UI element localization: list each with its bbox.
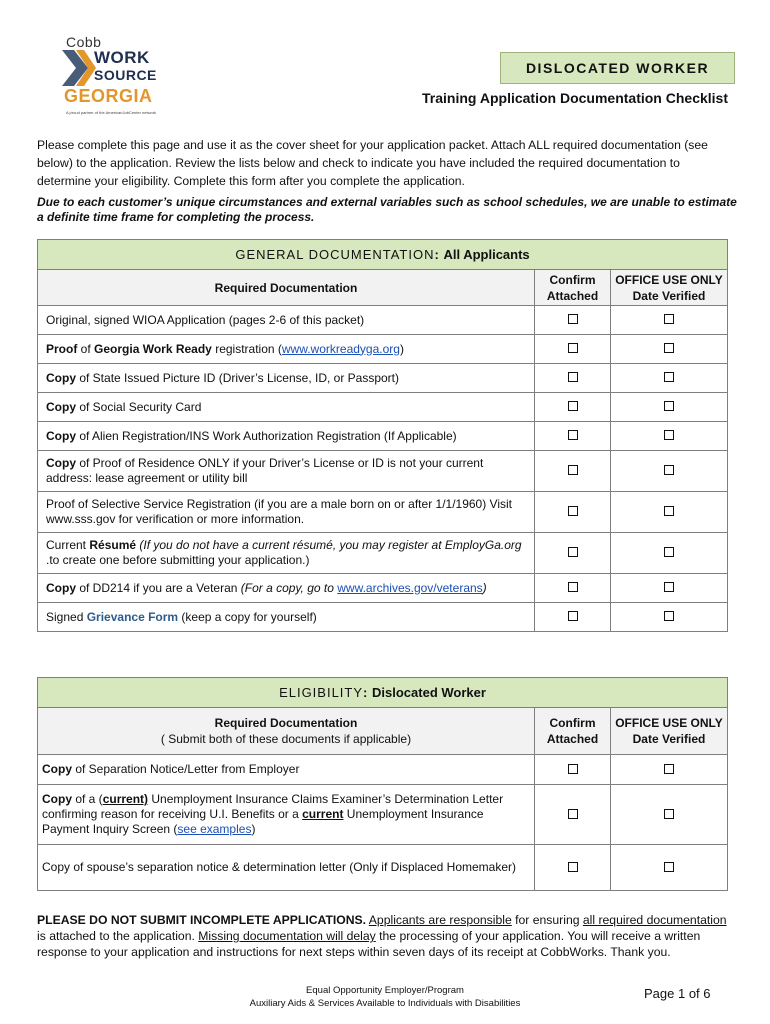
- logo-text-work: WORK: [94, 48, 150, 67]
- table-row: [38, 533, 728, 574]
- col-office-use: OFFICE USE ONLY Date Verified: [611, 708, 728, 755]
- logo-text-source: SOURCE: [94, 67, 157, 83]
- aux-aids-statement: Auxiliary Aids & Services Available to Individuals with Disabilities: [249, 998, 521, 1009]
- page-footer: [220, 984, 550, 1010]
- logo-chevron-icon: [62, 50, 96, 86]
- office-checkbox[interactable]: [664, 611, 674, 621]
- table-row: [38, 574, 728, 603]
- col-confirm-attached: Confirm Attached: [535, 708, 611, 755]
- col-required-documentation: Required Documentation ( Submit both of these documents if applicable): [38, 708, 535, 755]
- table-row: [38, 451, 728, 492]
- doc-social-security: Copy of Social Security Card: [38, 393, 535, 422]
- table-row: [38, 603, 728, 632]
- table-row: [38, 492, 728, 533]
- confirm-checkbox[interactable]: [568, 465, 578, 475]
- confirm-checkbox[interactable]: [568, 582, 578, 592]
- program-title: DISLOCATED WORKER: [525, 60, 710, 76]
- doc-picture-id: Copy of State Issued Picture ID (Driver’s License, ID, or Passport): [38, 364, 535, 393]
- confirm-checkbox[interactable]: [568, 809, 578, 819]
- office-checkbox[interactable]: [664, 809, 674, 819]
- col-required-documentation: Required Documentation: [38, 270, 535, 306]
- table-row: [38, 422, 728, 451]
- archives-link[interactable]: www.archives.gov/veterans: [337, 580, 483, 595]
- office-checkbox[interactable]: [664, 372, 674, 382]
- eligibility-section-title: ELIGIBILITY: Dislocated Worker: [38, 678, 728, 708]
- logo-text-cobb: Cobb: [66, 34, 102, 50]
- page-number: Page 1 of 6: [644, 986, 711, 1001]
- general-documentation-table: [37, 239, 728, 632]
- doc-spouse-separation: Copy of spouse’s separation notice & determination letter (Only if Displaced Homemaker): [38, 845, 535, 891]
- confirm-checkbox[interactable]: [568, 547, 578, 557]
- confirm-checkbox[interactable]: [568, 372, 578, 382]
- doc-wioa-application: Original, signed WIOA Application (pages 2-6 of this packet): [38, 306, 535, 335]
- confirm-checkbox[interactable]: [568, 506, 578, 516]
- table-row: [38, 845, 728, 891]
- table-row: [38, 335, 728, 364]
- general-section-title: GENERAL DOCUMENTATION: All Applicants: [38, 240, 728, 270]
- eligibility-table: [37, 677, 728, 891]
- doc-dd214: Copy of DD214 if you are a Veteran (For a copy, go to www.archives.gov/veterans): [38, 574, 535, 603]
- incomplete-applications-notice: PLEASE DO NOT SUBMIT INCOMPLETE APPLICATIONS. Applicants are responsible for ensuring all required documentation is attached to the application. Missing documentation will delay the processing of your application. You will receive a written response to your application and instructions for next steps within seven days of its receipt at CobbWorks. Thank you.: [37, 913, 727, 959]
- doc-selective-service: Proof of Selective Service Registration (if you are a male born on or after 1/1/1960) Visit www.sss.gov for verification or more information.: [38, 492, 535, 533]
- office-checkbox[interactable]: [664, 764, 674, 774]
- confirm-checkbox[interactable]: [568, 430, 578, 440]
- doc-grievance-form: Signed Grievance Form (keep a copy for yourself): [38, 603, 535, 632]
- confirm-checkbox[interactable]: [568, 764, 578, 774]
- doc-separation-notice: Copy of Separation Notice/Letter from Employer: [38, 755, 535, 785]
- intro-paragraph: Please complete this page and use it as the cover sheet for your application packet. Attach ALL required documentation (see below) to the application. Review the lists below and check to indicate you have included the required documentation to determine your eligibility. Complete this form after you complete the application.: [37, 138, 708, 188]
- table-row: [38, 364, 728, 393]
- grievance-form-link[interactable]: Grievance Form: [86, 609, 179, 624]
- doc-proof-of-residence: Copy of Proof of Residence ONLY if your Driver’s License or ID is not your current address: lease agreement or utility bill: [38, 451, 535, 492]
- timeframe-warning: Due to each customer’s unique circumstances and external variables such as school schedules, we are unable to estimate a definite time frame for completing the process.: [37, 195, 737, 224]
- office-checkbox[interactable]: [664, 430, 674, 440]
- see-examples-link[interactable]: see examples: [177, 822, 252, 836]
- office-checkbox[interactable]: [664, 506, 674, 516]
- logo-tagline: A proud partner of the AmericanJobCenter network: [66, 110, 157, 115]
- office-checkbox[interactable]: [664, 401, 674, 411]
- col-office-use: OFFICE USE ONLY Date Verified: [611, 270, 728, 306]
- logo-text-georgia: GEORGIA: [64, 86, 153, 106]
- office-checkbox[interactable]: [664, 465, 674, 475]
- doc-ui-determination-letter: Copy of a (current) Unemployment Insurance Claims Examiner’s Determination Letter confirming reason for receiving U.I. Benefits or a current Unemployment Insurance Payment Inquiry Screen (see examples): [38, 785, 535, 845]
- doc-alien-registration: Copy of Alien Registration/INS Work Authorization Registration (If Applicable): [38, 422, 535, 451]
- workforce-logo: [62, 34, 172, 120]
- table-row: [38, 306, 728, 335]
- page-subtitle: Training Application Documentation Checklist: [422, 90, 728, 106]
- office-checkbox[interactable]: [664, 314, 674, 324]
- confirm-checkbox[interactable]: [568, 862, 578, 872]
- table-row: [38, 785, 728, 845]
- program-title-box: [500, 52, 735, 84]
- table-row: [38, 755, 728, 785]
- office-checkbox[interactable]: [664, 582, 674, 592]
- table-row: [38, 393, 728, 422]
- confirm-checkbox[interactable]: [568, 401, 578, 411]
- office-checkbox[interactable]: [664, 547, 674, 557]
- confirm-checkbox[interactable]: [568, 611, 578, 621]
- eeo-statement: Equal Opportunity Employer/Program: [306, 985, 464, 996]
- doc-resume: Current Résumé (If you do not have a current résumé, you may register at EmployGa.org .to create one before submitting your application.): [38, 533, 535, 574]
- office-checkbox[interactable]: [664, 343, 674, 353]
- workready-link[interactable]: www.workreadyga.org: [281, 341, 400, 356]
- confirm-checkbox[interactable]: [568, 343, 578, 353]
- office-checkbox[interactable]: [664, 862, 674, 872]
- confirm-checkbox[interactable]: [568, 314, 578, 324]
- doc-work-ready: Proof of Georgia Work Ready registration (www.workreadyga.org): [38, 335, 535, 364]
- col-confirm-attached: Confirm Attached: [535, 270, 611, 306]
